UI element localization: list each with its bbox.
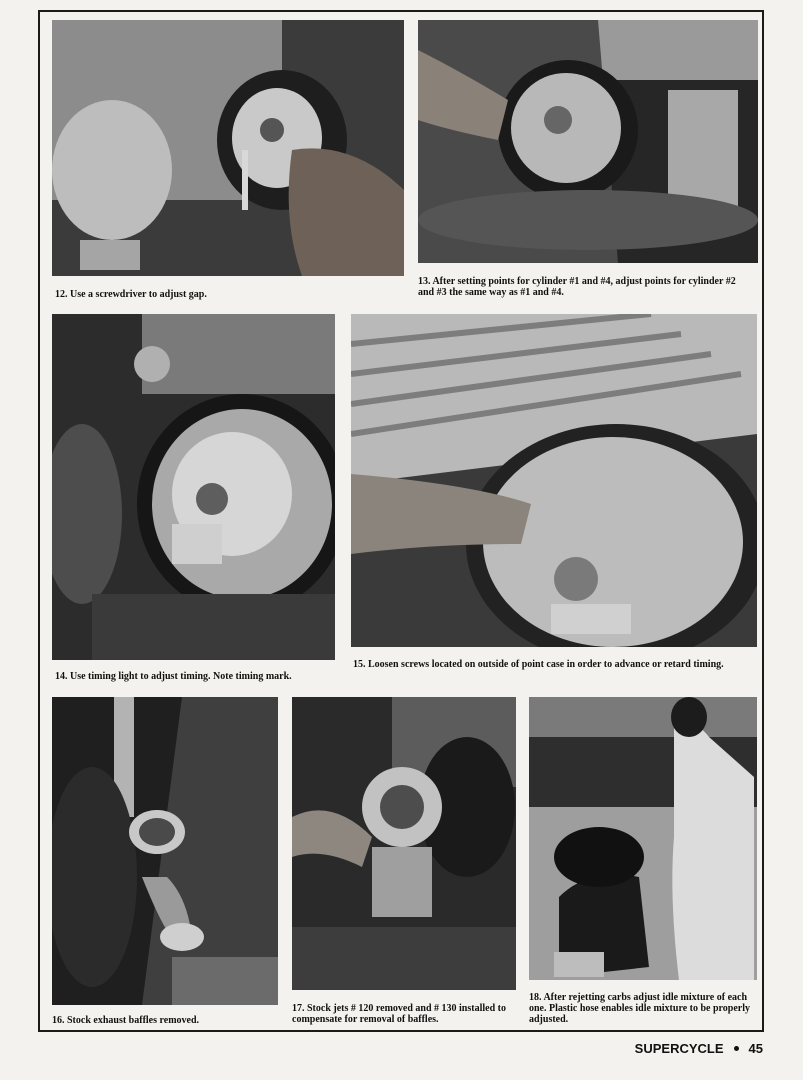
page-footer (635, 1041, 763, 1056)
caption-15: 15. Loosen screws located on outside of point case in order to advance or retard timing. (353, 659, 724, 670)
caption-14: 14. Use timing light to adjust timing. Note timing mark. (55, 671, 292, 682)
caption-18: 18. After rejetting carbs adjust idle mixture of each one. Plastic hose enables idle mixture to be properly adjusted. (529, 992, 751, 1025)
photo-15-point-case-screws (351, 314, 757, 647)
footer-bullet (734, 1046, 739, 1051)
photo-12-screwdriver-gap (52, 20, 404, 276)
caption-12: 12. Use a screwdriver to adjust gap. (55, 289, 207, 300)
caption-13: 13. After setting points for cylinder #1 and #4, adjust points for cylinder #2 and #3 the same way as #1 and #4. (418, 276, 736, 298)
photo-16-exhaust-baffles (52, 697, 278, 1005)
photo-13-cylinder-points (418, 20, 758, 263)
caption-16: 16. Stock exhaust baffles removed. (52, 1015, 200, 1026)
photo-14-timing-light (52, 314, 335, 660)
page-number: 45 (748, 1041, 763, 1056)
photo-17-stock-jets (292, 697, 516, 990)
magazine-name: SUPERCYCLE (634, 1041, 724, 1056)
photo-18-idle-mixture (529, 697, 757, 980)
caption-17: 17. Stock jets # 120 removed and # 130 installed to compensate for removal of baffles. (292, 1003, 506, 1025)
